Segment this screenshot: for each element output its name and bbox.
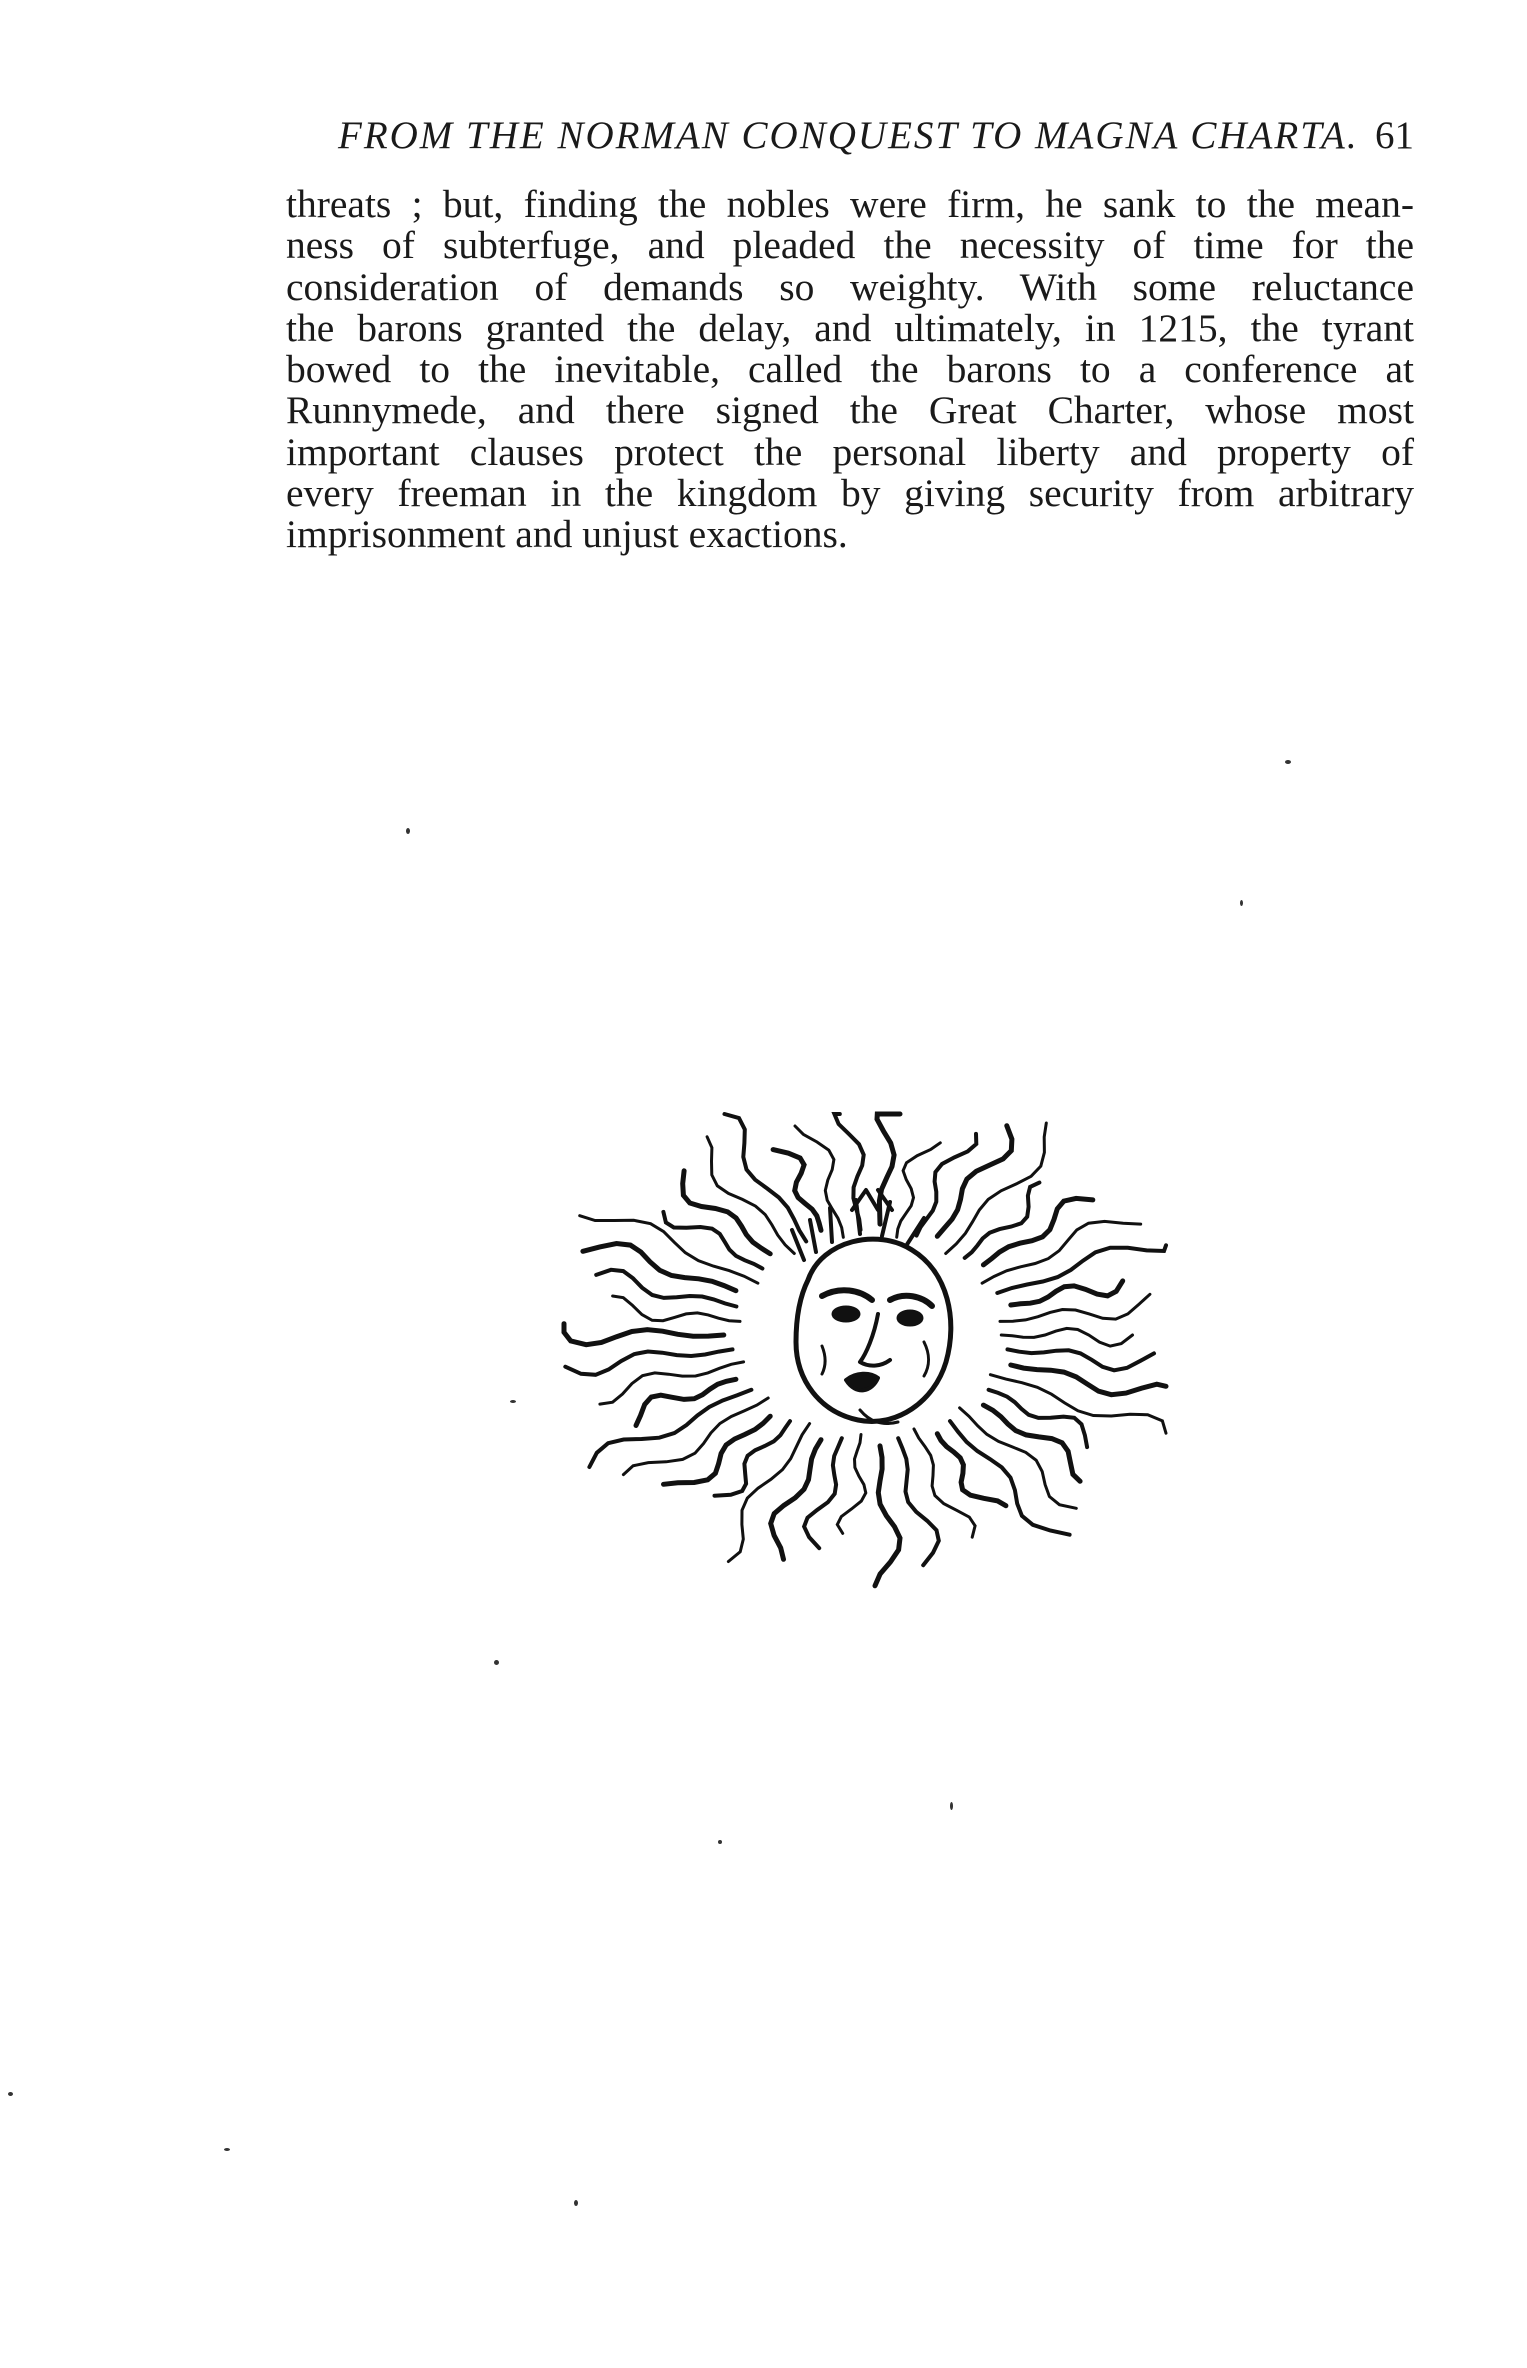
sun-ray xyxy=(875,1446,900,1586)
print-speck xyxy=(574,2200,578,2206)
sun-ray xyxy=(564,1324,724,1345)
text-line: Runnymede, and there signed the Great Charter, whose most xyxy=(286,388,1414,433)
print-speck xyxy=(224,2148,230,2151)
sun-ray xyxy=(917,1134,977,1236)
text-line: the barons granted the delay, and ultimately, in 1215, the tyrant xyxy=(286,305,1414,350)
sun-ray xyxy=(773,1150,821,1231)
sun-ray xyxy=(663,1212,762,1269)
text-line: consideration of demands so weighty. With some reluctance xyxy=(286,264,1414,309)
print-speck xyxy=(950,1802,953,1810)
print-speck xyxy=(494,1660,499,1665)
print-speck xyxy=(510,1400,516,1403)
print-speck xyxy=(1285,760,1291,764)
text-line: imprisonment and unjust exactions. xyxy=(286,512,848,557)
text-line: threats ; but, finding the nobles were firm, he sank to the mean- xyxy=(286,182,1414,226)
running-title: FROM THE NORMAN CONQUEST TO MAGNA CHARTA. xyxy=(338,114,1359,157)
text-line: every freeman in the kingdom by giving security from arbitrary xyxy=(286,471,1414,516)
text-line: ness of subterfuge, and pleaded the necessity of time for the xyxy=(286,223,1414,268)
sun-ray xyxy=(1000,1294,1150,1321)
print-speck xyxy=(718,1840,722,1844)
running-head xyxy=(286,108,1414,168)
sun-ray xyxy=(837,1435,866,1534)
sun-ray xyxy=(1001,1328,1132,1346)
sun-ray xyxy=(965,1183,1040,1258)
sun-face-woodcut-icon xyxy=(560,1110,1170,1610)
text-line: bowed to the inevitable, called the barons to a conference at xyxy=(286,347,1414,392)
print-speck xyxy=(1240,900,1243,906)
body-paragraph xyxy=(286,184,1414,556)
sun-face-drawing xyxy=(560,1110,1170,1610)
sun-ray xyxy=(960,1408,1077,1508)
page-number: 61 xyxy=(1375,114,1414,157)
sun-ray xyxy=(1011,1365,1166,1395)
text-line: important clauses protect the personal liberty and property of xyxy=(286,429,1414,474)
sun-ray xyxy=(565,1349,732,1374)
print-speck xyxy=(406,828,410,834)
sun-ray xyxy=(613,1296,740,1321)
sun-ray xyxy=(804,1438,842,1548)
print-speck xyxy=(8,2092,13,2096)
